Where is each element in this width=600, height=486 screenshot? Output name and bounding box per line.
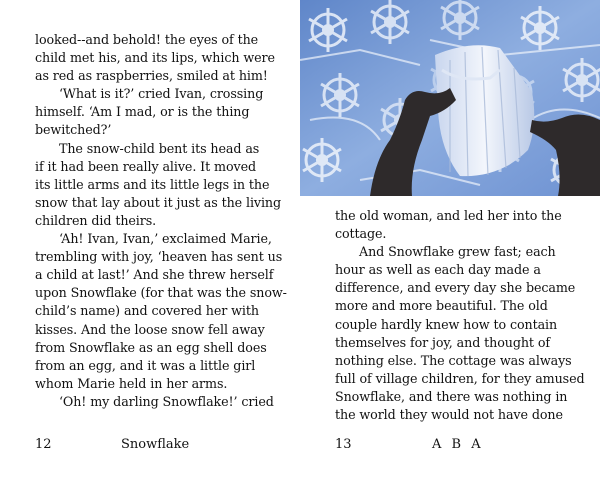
text-line: ‘Ah! Ivan, Ivan,’ exclaimed Marie, — [59, 231, 272, 247]
text-line: its little arms and its little legs in the — [35, 176, 270, 192]
text-line: himself. ‘Am I mad, or is the thing — [35, 104, 250, 120]
text-line: themselves for joy, and thought of — [335, 334, 550, 350]
text-line: as red as raspberries, smiled at him! — [35, 68, 268, 84]
text-line: from Snowflake as an egg shell does — [35, 339, 267, 355]
text-line: ‘Oh! my darling Snowflake!’ cried — [59, 393, 274, 409]
right-running-title: A B A — [432, 437, 484, 452]
text-line: full of village children, for they amused — [335, 370, 585, 386]
right-body-text — [335, 207, 597, 424]
text-line: trembling with joy, ‘heaven has sent us — [35, 249, 283, 265]
text-line: more and more beautiful. The old — [335, 298, 548, 314]
right-page-number: 13 — [335, 437, 352, 452]
text-line: cottage. — [335, 226, 387, 242]
text-line: child’s name) and covered her with — [35, 303, 259, 319]
text-line: a child at last!’ And she threw herself — [35, 267, 274, 283]
text-line: the world they would not have done — [335, 407, 563, 423]
text-line: if it had been really alive. It moved — [35, 158, 256, 174]
left-page-number: 12 — [35, 437, 52, 452]
text-line: The snow-child bent its head as — [59, 140, 260, 156]
text-line: child met his, and its lips, which were — [35, 50, 275, 66]
right-page — [300, 0, 600, 486]
text-line: hour as well as each day made a — [335, 262, 541, 278]
text-line: upon Snowflake (for that was the snow- — [35, 285, 287, 301]
text-line: ‘What is it?’ cried Ivan, crossing — [59, 86, 264, 102]
text-line: nothing else. The cottage was always — [335, 352, 572, 368]
text-line: whom Marie held in her arms. — [35, 375, 228, 391]
text-line: children did theirs. — [35, 212, 157, 228]
text-line: couple hardly knew how to contain — [335, 316, 558, 332]
text-line: difference, and every day she became — [335, 280, 576, 296]
text-line: snow that lay about it just as the living — [35, 194, 282, 210]
photo-illustration — [300, 0, 600, 196]
text-line: kisses. And the loose snow fell away — [35, 321, 265, 337]
text-line: Snowflake, and there was nothing in — [335, 388, 568, 404]
text-line: from an egg, and it was a little girl — [35, 357, 256, 373]
text-line: looked--and behold! the eyes of the — [35, 32, 259, 47]
text-line: the old woman, and led her into the — [335, 208, 562, 223]
paper-snowflake-photo — [300, 0, 600, 196]
text-line: bewitched?’ — [35, 122, 112, 138]
left-body-text — [35, 31, 297, 411]
left-running-title: Snowflake — [121, 437, 190, 452]
text-line: And Snowflake grew fast; each — [359, 244, 556, 260]
